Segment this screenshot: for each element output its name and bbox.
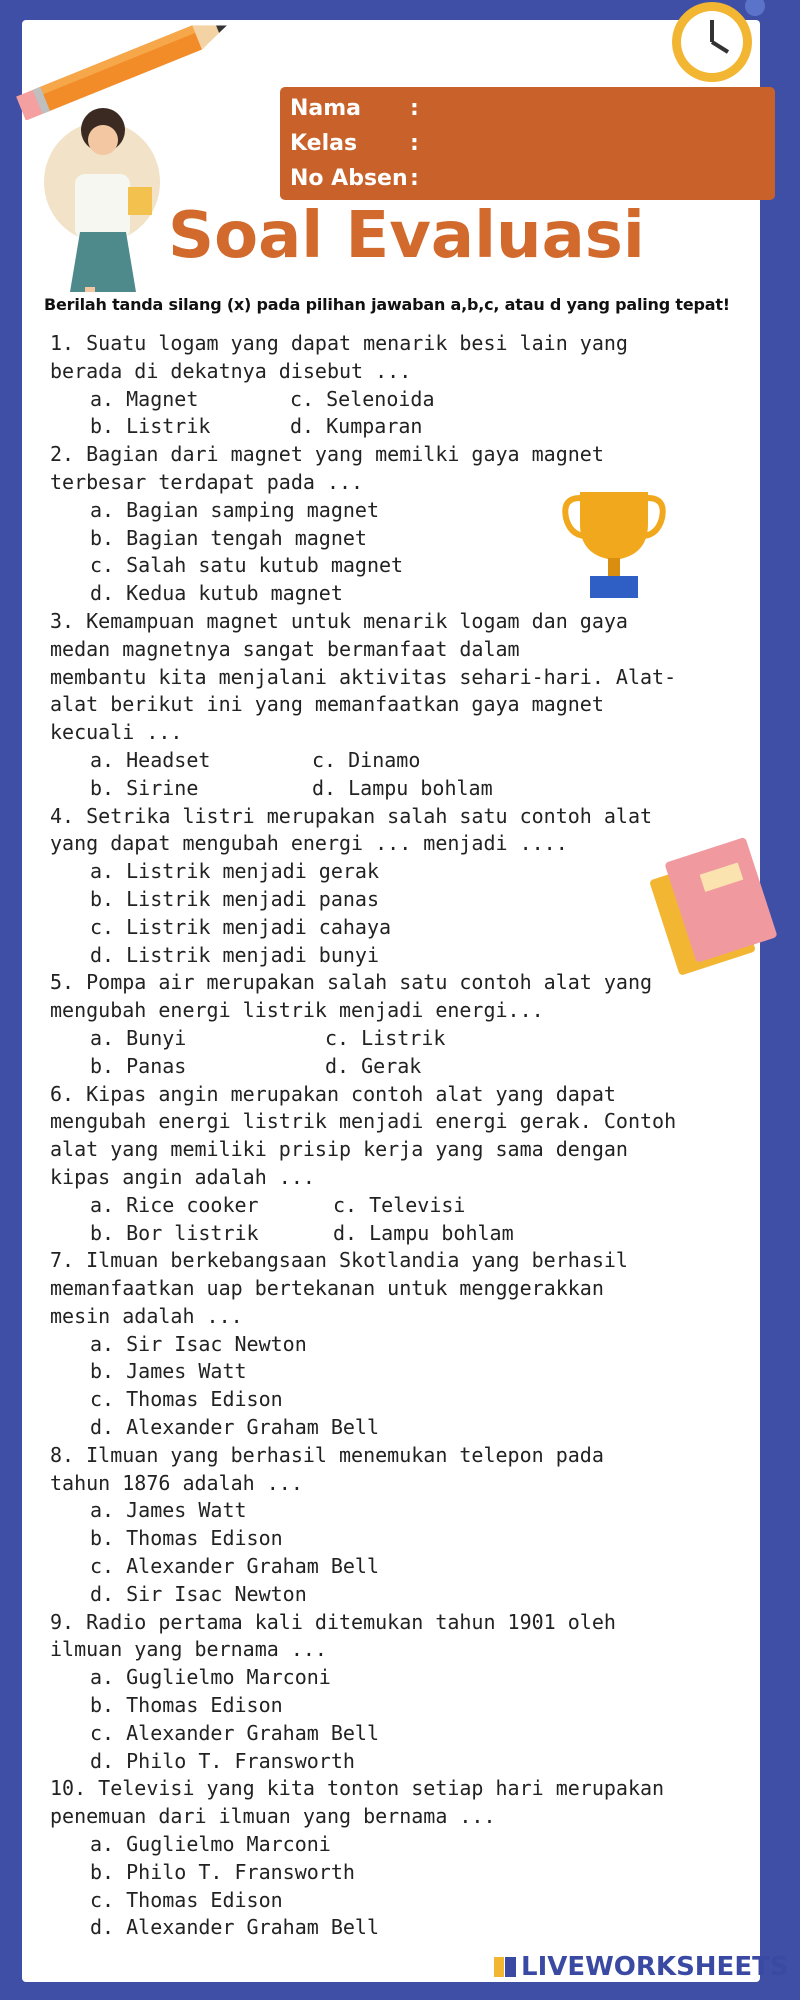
option-row — [50, 413, 760, 441]
option-row — [50, 1664, 760, 1692]
answer-option[interactable]: b. Bor listrik — [90, 1220, 259, 1245]
option-row — [50, 1053, 760, 1081]
question-text: membantu kita menjalani aktivitas sehari-hari. Alat- — [50, 664, 677, 689]
answer-option[interactable]: b. James Watt — [90, 1359, 247, 1384]
name-label: Nama — [290, 96, 362, 121]
class-colon: : — [410, 131, 419, 156]
question-text: berada di dekatnya disebut ... — [50, 358, 412, 383]
answer-option[interactable]: c. Dinamo — [312, 747, 421, 772]
answer-option[interactable]: a. Magnet — [90, 386, 199, 411]
answer-option[interactable]: d. Kumparan — [290, 414, 423, 439]
question-text: 3. Kemampuan magnet untuk menarik logam dan gaya — [50, 608, 628, 633]
answer-option[interactable]: c. Selenoida — [290, 386, 435, 411]
question-item — [50, 1609, 760, 1776]
question-item — [50, 969, 760, 1080]
answer-option[interactable]: b. Listrik menjadi panas — [90, 886, 379, 911]
answer-option[interactable]: a. Sir Isac Newton — [90, 1331, 307, 1356]
answer-option[interactable]: d. Alexander Graham Bell — [90, 1415, 379, 1440]
option-row — [50, 1497, 760, 1525]
option-row — [50, 552, 760, 580]
option-row — [50, 1025, 760, 1053]
option-row — [50, 775, 760, 803]
option-row — [50, 747, 760, 775]
option-row — [50, 1831, 760, 1859]
page-title: Soal Evaluasi — [168, 199, 645, 273]
answer-option[interactable]: d. Gerak — [325, 1053, 422, 1078]
answer-option[interactable]: d. Listrik menjadi bunyi — [90, 942, 379, 967]
question-text: 2. Bagian dari magnet yang memilki gaya magnet — [50, 442, 604, 467]
question-text: yang dapat mengubah energi ... menjadi .... — [50, 831, 568, 856]
liveworksheets-logo-icon — [493, 1955, 517, 1979]
option-row — [50, 1914, 760, 1942]
answer-option[interactable]: a. James Watt — [90, 1498, 247, 1523]
answer-option[interactable]: b. Panas — [90, 1053, 187, 1078]
class-field[interactable] — [280, 126, 775, 161]
question-text: alat yang memiliki prisip kerja yang sama dengan — [50, 1137, 628, 1162]
option-row — [50, 858, 760, 886]
absence-number-field[interactable] — [280, 161, 775, 196]
option-row — [50, 1720, 760, 1748]
answer-option[interactable]: a. Bagian samping magnet — [90, 497, 379, 522]
option-row — [50, 886, 760, 914]
question-text: kipas angin adalah ... — [50, 1164, 315, 1189]
clock-icon — [660, 0, 770, 95]
question-item — [50, 441, 760, 608]
absence-number-colon: : — [410, 166, 419, 191]
absence-number-label: No Absen — [290, 166, 408, 191]
option-row — [50, 1220, 760, 1248]
question-text: 1. Suatu logam yang dapat menarik besi lain yang — [50, 331, 628, 355]
option-row — [50, 1553, 760, 1581]
answer-option[interactable]: b. Thomas Edison — [90, 1526, 283, 1551]
answer-option[interactable]: c. Listrik menjadi cahaya — [90, 914, 392, 939]
option-row — [50, 1887, 760, 1915]
option-row — [50, 1525, 760, 1553]
question-item — [50, 1081, 760, 1248]
question-item — [50, 1247, 760, 1442]
question-text: alat berikut ini yang memanfaatkan gaya magnet — [50, 692, 604, 717]
answer-option[interactable]: a. Guglielmo Marconi — [90, 1832, 331, 1857]
question-text: 7. Ilmuan berkebangsaan Skotlandia yang berhasil — [50, 1248, 628, 1273]
answer-option[interactable]: b. Listrik — [90, 414, 211, 439]
answer-option[interactable]: a. Rice cooker — [90, 1192, 259, 1217]
question-item — [50, 608, 760, 803]
question-item — [50, 1442, 760, 1609]
name-field[interactable] — [280, 91, 775, 126]
option-row — [50, 1748, 760, 1776]
question-text: 4. Setrika listri merupakan salah satu contoh alat — [50, 803, 653, 828]
question-text: 10. Televisi yang kita tonton setiap hari merupakan — [50, 1776, 665, 1801]
answer-option[interactable]: a. Headset — [90, 747, 211, 772]
answer-option[interactable]: c. Thomas Edison — [90, 1887, 283, 1912]
option-row — [50, 1581, 760, 1609]
answer-option[interactable]: d. Kedua kutub magnet — [90, 581, 343, 606]
question-item — [50, 803, 760, 970]
answer-option[interactable]: b. Philo T. Fransworth — [90, 1859, 355, 1884]
answer-option[interactable]: b. Sirine — [90, 775, 199, 800]
option-row — [50, 1358, 760, 1386]
option-row — [50, 580, 760, 608]
question-item — [50, 330, 760, 441]
question-list — [50, 330, 760, 1942]
answer-option[interactable]: a. Bunyi — [90, 1025, 187, 1050]
student-illustration — [40, 92, 170, 292]
student-identity-box — [280, 87, 775, 200]
answer-option[interactable]: a. Guglielmo Marconi — [90, 1665, 331, 1690]
question-text: medan magnetnya sangat bermanfaat dalam — [50, 636, 520, 661]
answer-option[interactable]: c. Televisi — [333, 1192, 466, 1217]
answer-option[interactable]: d. Lampu bohlam — [312, 775, 493, 800]
question-text: 8. Ilmuan yang berhasil menemukan telepon pada — [50, 1442, 604, 1467]
question-text: terbesar terdapat pada ... — [50, 469, 364, 494]
option-row — [50, 1192, 760, 1220]
name-colon: : — [410, 96, 419, 121]
question-text: mengubah energi listrik menjadi energi gerak. Contoh — [50, 1109, 677, 1134]
question-text: kecuali ... — [50, 720, 183, 745]
question-text: mesin adalah ... — [50, 1303, 243, 1328]
answer-option[interactable]: c. Salah satu kutub magnet — [90, 553, 404, 578]
question-text: ilmuan yang bernama ... — [50, 1637, 327, 1662]
option-row — [50, 525, 760, 553]
question-text: 9. Radio pertama kali ditemukan tahun 1901 oleh — [50, 1609, 616, 1634]
answer-option[interactable]: a. Listrik menjadi gerak — [90, 859, 379, 884]
question-text: 5. Pompa air merupakan salah satu contoh alat yang — [50, 970, 653, 995]
question-text: tahun 1876 adalah ... — [50, 1470, 303, 1495]
option-row — [50, 1331, 760, 1359]
option-row — [50, 1386, 760, 1414]
option-row — [50, 1414, 760, 1442]
answer-option[interactable]: d. Sir Isac Newton — [90, 1581, 307, 1606]
answer-option[interactable]: c. Alexander Graham Bell — [90, 1720, 379, 1745]
answer-option[interactable]: c. Alexander Graham Bell — [90, 1554, 379, 1579]
question-text: memanfaatkan uap bertekanan untuk menggerakkan — [50, 1276, 604, 1301]
answer-option[interactable]: d. Alexander Graham Bell — [90, 1915, 379, 1940]
question-text: mengubah energi listrik menjadi energi... — [50, 998, 544, 1023]
option-row — [50, 1859, 760, 1887]
answer-option[interactable]: d. Philo T. Fransworth — [90, 1748, 355, 1773]
answer-option[interactable]: c. Listrik — [325, 1025, 446, 1050]
option-row — [50, 914, 760, 942]
class-label: Kelas — [290, 131, 358, 156]
option-row — [50, 386, 760, 414]
watermark-text: LIVEWORKSHEETS — [521, 1952, 789, 1982]
answer-option[interactable]: b. Bagian tengah magnet — [90, 525, 367, 550]
option-row — [50, 497, 760, 525]
answer-option[interactable]: d. Lampu bohlam — [333, 1220, 514, 1245]
question-text: penemuan dari ilmuan yang bernama ... — [50, 1804, 496, 1829]
question-text: 6. Kipas angin merupakan contoh alat yang dapat — [50, 1081, 616, 1106]
option-row — [50, 942, 760, 970]
liveworksheets-watermark — [493, 1952, 789, 1982]
option-row — [50, 1692, 760, 1720]
answer-option[interactable]: b. Thomas Edison — [90, 1693, 283, 1718]
question-item — [50, 1775, 760, 1942]
answer-option[interactable]: c. Thomas Edison — [90, 1387, 283, 1412]
instruction-text: Berilah tanda silang (x) pada pilihan jawaban a,b,c, atau d yang paling tepat! — [44, 295, 730, 314]
